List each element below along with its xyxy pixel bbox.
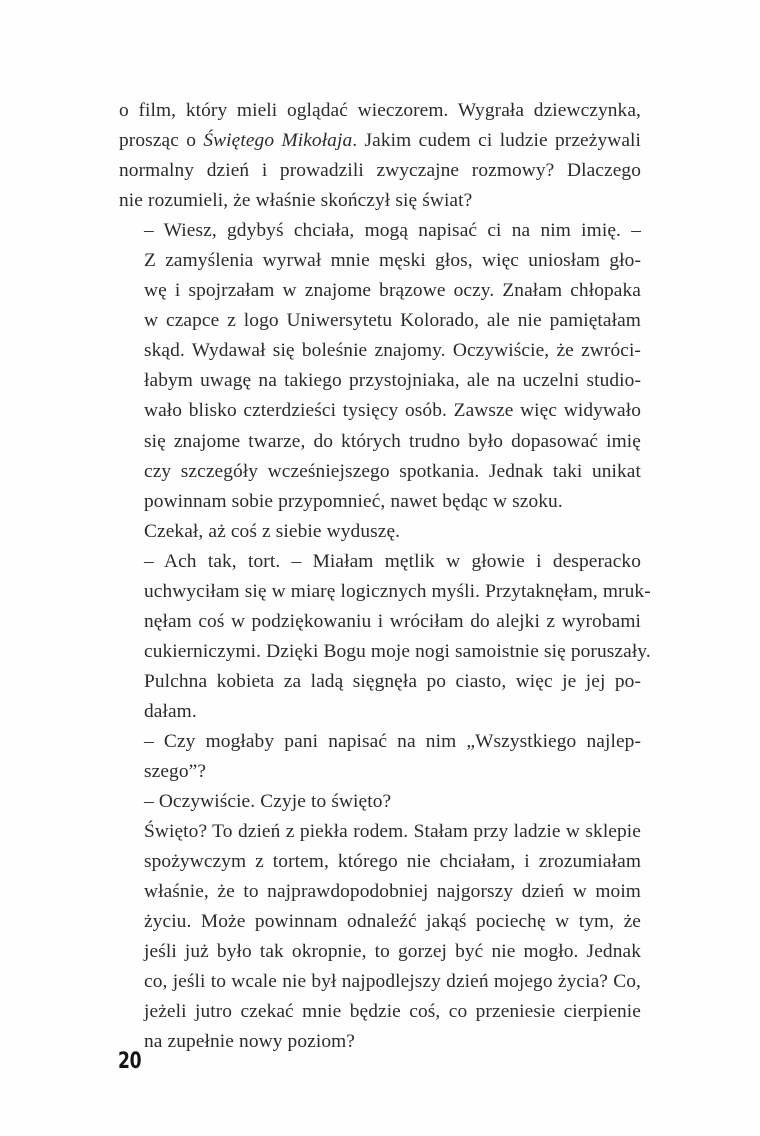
text-line: wało blisko czterdzieści tysięcy osób. Zawsze więc widywało <box>144 400 641 422</box>
text-line: Święto? To dzień z piekła rodem. Stałam przy ladzie w sklepie <box>144 821 641 843</box>
text-line: – Wiesz, gdybyś chciała, mogą napisać ci na nim imię. – <box>144 220 641 242</box>
text-line: powinnam sobie przypomnieć, nawet będąc w szoku. <box>144 490 563 512</box>
text-line: łabym uwagę na takiego przystojniaka, ale na uczelni studio- <box>144 370 641 392</box>
text-line: o film, który mieli oglądać wieczorem. Wygrała dziewczynka, <box>119 100 641 121</box>
text-line: jeżeli jutro czekać mnie będzie coś, co przeniesie cierpienie <box>144 1001 641 1023</box>
text-line: – Czy mogłaby pani napisać na nim „Wszystkiego najlep- <box>144 730 641 752</box>
paragraph <box>119 727 641 787</box>
text-line: skąd. Wydawał się boleśnie znajomy. Oczywiście, że zwróci- <box>144 340 641 362</box>
text-line: życiu. Może powinnam odnaleźć jakąś pociechę w tym, że <box>144 911 641 933</box>
text-line: czy szczegóły wcześniejszego spotkania. Jednak taki unikat <box>144 460 641 482</box>
text-line: cukierniczymi. Dzięki Bogu moje nogi samoistnie się poruszały. <box>144 640 651 662</box>
text-line: na zupełnie nowy poziom? <box>144 1031 356 1053</box>
paragraph <box>119 547 651 667</box>
text-line: spożywczym z tortem, którego nie chciałam, i zrozumiałam <box>144 851 641 873</box>
paragraph <box>119 96 641 216</box>
text-line: co, jeśli to wcale nie był najpodlejszy dzień mojego życia? Co, <box>144 971 641 993</box>
page-text-block <box>119 96 651 1058</box>
text-line: Pulchna kobieta za ladą sięgnęła po ciasto, więc je jej po- <box>144 670 641 692</box>
page-number: 20 <box>118 1049 142 1074</box>
paragraph <box>119 216 641 516</box>
paragraph <box>119 667 641 727</box>
text-line: szego”? <box>144 761 207 783</box>
text-line: Z zamyślenia wyrwał mnie męski głos, więc uniosłam gło- <box>144 250 641 272</box>
paragraph <box>119 517 641 547</box>
text-line: – Ach tak, tort. – Miałam mętlik w głowie i desperacko <box>144 550 641 572</box>
text-line: prosząc o Świętego Mikołaja. Jakim cudem ci ludzie przeżywali <box>119 130 642 152</box>
text-line: jeśli już było tak okropnie, to gorzej być nie mogło. Jednak <box>144 941 641 963</box>
text-line: Czekał, aż coś z siebie wyduszę. <box>144 520 401 542</box>
paragraph <box>119 787 641 817</box>
text-line: normalny dzień i prowadzili zwyczajne rozmowy? Dlaczego <box>119 160 641 182</box>
text-line: wę i spojrzałam w znajome brązowe oczy. Znałam chłopaka <box>144 280 641 302</box>
text-line: – Oczywiście. Czyje to święto? <box>144 791 392 813</box>
text-line: nęłam coś w podziękowaniu i wróciłam do alejki z wyrobami <box>144 610 641 632</box>
text-line: w czapce z logo Uniwersytetu Kolorado, ale nie pamiętałam <box>144 310 641 332</box>
italic-book-title: Świętego Mikołaja <box>203 130 353 152</box>
text-line: nie rozumieli, że właśnie skończył się świat? <box>119 190 473 212</box>
paragraph <box>119 817 641 1057</box>
text-line: uchwyciłam się w miarę logicznych myśli. Przytaknęłam, mruk- <box>144 580 651 602</box>
text-line: dałam. <box>144 700 197 722</box>
text-line: właśnie, że to najprawdopodobniej najgorszy dzień w moim <box>144 881 641 903</box>
text-line: się znajome twarze, do których trudno było dopasować imię <box>144 430 641 452</box>
